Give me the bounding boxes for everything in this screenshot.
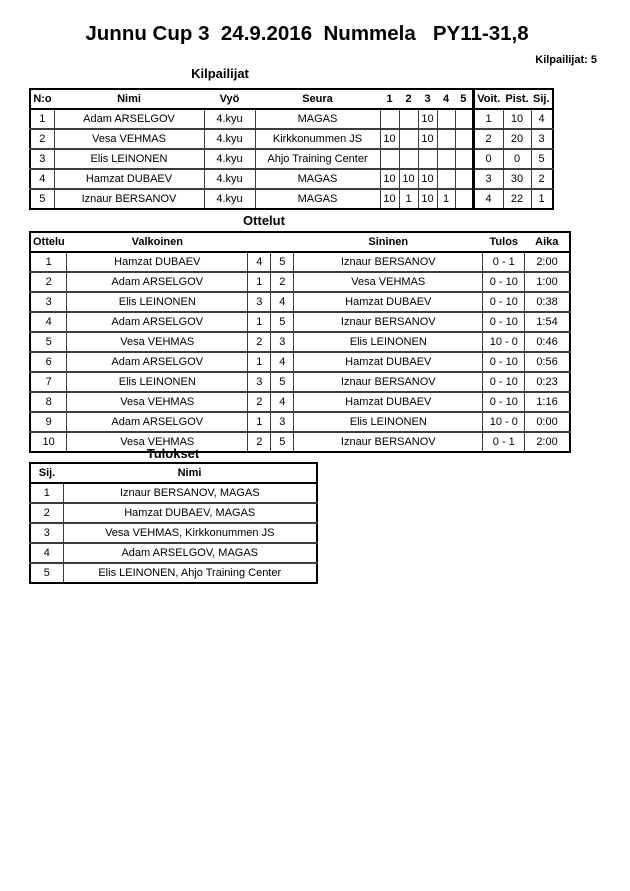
- matches-table: [29, 231, 571, 453]
- match-blue-name: Hamzat DUBAEV: [294, 392, 483, 412]
- competitor-row: [30, 109, 553, 129]
- match-time: 1:54: [525, 312, 570, 332]
- competitor-round-3-score: [418, 149, 437, 169]
- match-blue-number: 3: [271, 412, 294, 432]
- match-blue-name: Elis LEINONEN: [294, 412, 483, 432]
- match-white-number: 3: [248, 372, 271, 392]
- col-header-no: N:o: [30, 89, 54, 109]
- match-row: [30, 372, 570, 392]
- match-white-number: 1: [248, 272, 271, 292]
- match-white-name: Adam ARSELGOV: [67, 352, 248, 372]
- competitor-round-2-score: [399, 129, 418, 149]
- match-time: 1:16: [525, 392, 570, 412]
- col-header-points: Pist.: [503, 89, 531, 109]
- competitor-belt: 4.kyu: [204, 149, 255, 169]
- match-number: 2: [30, 272, 67, 292]
- match-result: 0 - 10: [483, 392, 525, 412]
- result-place: 2: [30, 503, 63, 523]
- col-header-time: Aika: [525, 232, 570, 252]
- competitor-place: 2: [531, 169, 553, 189]
- col-header-result: Tulos: [483, 232, 525, 252]
- competitor-place: 5: [531, 149, 553, 169]
- result-row: [30, 523, 317, 543]
- match-white-name: Vesa VEHMAS: [67, 332, 248, 352]
- competitor-number: 4: [30, 169, 54, 189]
- match-result: 0 - 10: [483, 272, 525, 292]
- match-white-number: 2: [248, 392, 271, 412]
- match-row: [30, 352, 570, 372]
- page-title: Junnu Cup 3 24.9.2016 Nummela PY11-31,8: [85, 22, 529, 45]
- results-table: [29, 462, 318, 584]
- competitor-place: 4: [531, 109, 553, 129]
- result-name: Iznaur BERSANOV, MAGAS: [63, 483, 317, 503]
- competitor-round-5-score: [455, 129, 473, 149]
- competitor-round-3-score: 10: [418, 109, 437, 129]
- competitor-number: 5: [30, 189, 54, 209]
- competitor-round-4-score: [437, 109, 455, 129]
- competitor-round-4-score: [437, 169, 455, 189]
- competitor-number: 1: [30, 109, 54, 129]
- match-blue-name: Iznaur BERSANOV: [294, 372, 483, 392]
- match-blue-name: Hamzat DUBAEV: [294, 292, 483, 312]
- match-time: 0:00: [525, 412, 570, 432]
- match-white-number: 1: [248, 312, 271, 332]
- match-blue-number: 4: [271, 352, 294, 372]
- match-row: [30, 252, 570, 272]
- match-time: 0:38: [525, 292, 570, 312]
- match-blue-number: 4: [271, 292, 294, 312]
- competitor-points: 30: [503, 169, 531, 189]
- competitor-round-3-score: 10: [418, 189, 437, 209]
- match-white-name: Adam ARSELGOV: [67, 272, 248, 292]
- match-blue-name: Hamzat DUBAEV: [294, 352, 483, 372]
- competitor-round-3-score: 10: [418, 169, 437, 189]
- match-white-name: Vesa VEHMAS: [67, 392, 248, 412]
- match-white-number: 2: [248, 432, 271, 452]
- col-header-round-1: 1: [380, 89, 399, 109]
- result-name: Hamzat DUBAEV, MAGAS: [63, 503, 317, 523]
- result-place: 1: [30, 483, 63, 503]
- competitor-place: 3: [531, 129, 553, 149]
- results-section-heading: Tulokset: [146, 446, 200, 461]
- col-header-place: Sij.: [531, 89, 553, 109]
- match-number: 4: [30, 312, 67, 332]
- result-row: [30, 543, 317, 563]
- col-header-wins: Voit.: [473, 89, 503, 109]
- match-result: 0 - 1: [483, 252, 525, 272]
- competitor-round-1-score: 10: [380, 169, 399, 189]
- competitor-round-5-score: [455, 169, 473, 189]
- col-header-round-5: 5: [455, 89, 473, 109]
- result-place: 3: [30, 523, 63, 543]
- match-white-name: Vesa VEHMAS: [67, 432, 248, 452]
- col-header-blue-number: [271, 232, 294, 252]
- match-white-number: 3: [248, 292, 271, 312]
- competitor-club: MAGAS: [255, 189, 380, 209]
- match-time: 0:46: [525, 332, 570, 352]
- competitor-points: 0: [503, 149, 531, 169]
- competitor-number: 2: [30, 129, 54, 149]
- col-header-belt: Vyö: [204, 89, 255, 109]
- col-header-name: Nimi: [54, 89, 204, 109]
- match-row: [30, 272, 570, 292]
- competitor-points: 20: [503, 129, 531, 149]
- col-header-result-name: Nimi: [63, 463, 317, 483]
- match-white-number: 1: [248, 412, 271, 432]
- match-white-name: Adam ARSELGOV: [67, 312, 248, 332]
- competitor-round-1-score: 10: [380, 189, 399, 209]
- result-row: [30, 483, 317, 503]
- competitor-name: Iznaur BERSANOV: [54, 189, 204, 209]
- match-result: 10 - 0: [483, 412, 525, 432]
- competitors-section-heading: Kilpailijat: [191, 66, 249, 81]
- match-number: 7: [30, 372, 67, 392]
- competitor-name: Vesa VEHMAS: [54, 129, 204, 149]
- match-time: 2:00: [525, 432, 570, 452]
- match-blue-number: 5: [271, 432, 294, 452]
- match-blue-number: 5: [271, 252, 294, 272]
- match-result: 0 - 1: [483, 432, 525, 452]
- col-header-blue: Sininen: [294, 232, 483, 252]
- match-time: 2:00: [525, 252, 570, 272]
- competitor-round-2-score: 1: [399, 189, 418, 209]
- match-result: 0 - 10: [483, 312, 525, 332]
- competitor-belt: 4.kyu: [204, 129, 255, 149]
- competitor-round-5-score: [455, 189, 473, 209]
- col-header-round-3: 3: [418, 89, 437, 109]
- col-header-round-4: 4: [437, 89, 455, 109]
- competitors-count-label: Kilpailijat: 5: [535, 54, 597, 66]
- match-blue-name: Iznaur BERSANOV: [294, 252, 483, 272]
- result-row: [30, 503, 317, 523]
- matches-header-row: [30, 232, 570, 252]
- result-name: Vesa VEHMAS, Kirkkonummen JS: [63, 523, 317, 543]
- match-number: 5: [30, 332, 67, 352]
- match-white-name: Adam ARSELGOV: [67, 412, 248, 432]
- match-row: [30, 392, 570, 412]
- match-row: [30, 332, 570, 352]
- match-time: 0:56: [525, 352, 570, 372]
- col-header-round-2: 2: [399, 89, 418, 109]
- competitor-place: 1: [531, 189, 553, 209]
- competitor-round-1-score: [380, 149, 399, 169]
- match-number: 9: [30, 412, 67, 432]
- result-place: 5: [30, 563, 63, 583]
- match-white-number: 4: [248, 252, 271, 272]
- competitor-round-2-score: [399, 109, 418, 129]
- competitor-row: [30, 169, 553, 189]
- matches-section-heading: Ottelut: [243, 213, 285, 228]
- match-white-name: Elis LEINONEN: [67, 292, 248, 312]
- competitor-points: 22: [503, 189, 531, 209]
- match-white-name: Elis LEINONEN: [67, 372, 248, 392]
- match-number: 6: [30, 352, 67, 372]
- match-blue-name: Iznaur BERSANOV: [294, 312, 483, 332]
- match-blue-number: 5: [271, 372, 294, 392]
- competitor-club: MAGAS: [255, 109, 380, 129]
- match-blue-number: 4: [271, 392, 294, 412]
- competitor-name: Elis LEINONEN: [54, 149, 204, 169]
- competitor-club: MAGAS: [255, 169, 380, 189]
- col-header-club: Seura: [255, 89, 380, 109]
- competitor-wins: 0: [473, 149, 503, 169]
- match-number: 10: [30, 432, 67, 452]
- competitor-round-1-score: 10: [380, 129, 399, 149]
- match-blue-number: 2: [271, 272, 294, 292]
- competitor-belt: 4.kyu: [204, 109, 255, 129]
- match-time: 0:23: [525, 372, 570, 392]
- competitor-club: Kirkkonummen JS: [255, 129, 380, 149]
- col-header-result-place: Sij.: [30, 463, 63, 483]
- competitors-table: [29, 88, 554, 210]
- competitor-points: 10: [503, 109, 531, 129]
- match-result: 0 - 10: [483, 372, 525, 392]
- match-blue-number: 3: [271, 332, 294, 352]
- match-blue-name: Vesa VEHMAS: [294, 272, 483, 292]
- competitor-wins: 1: [473, 109, 503, 129]
- match-blue-name: Elis LEINONEN: [294, 332, 483, 352]
- col-header-match-no: Ottelu: [30, 232, 67, 252]
- match-time: 1:00: [525, 272, 570, 292]
- competitor-name: Adam ARSELGOV: [54, 109, 204, 129]
- competitor-row: [30, 149, 553, 169]
- competitor-round-5-score: [455, 149, 473, 169]
- col-header-white: Valkoinen: [67, 232, 248, 252]
- competitor-row: [30, 189, 553, 209]
- results-header-row: [30, 463, 317, 483]
- competitor-club: Ahjo Training Center: [255, 149, 380, 169]
- col-header-white-number: [248, 232, 271, 252]
- result-name: Elis LEINONEN, Ahjo Training Center: [63, 563, 317, 583]
- match-row: [30, 412, 570, 432]
- match-row: [30, 312, 570, 332]
- competitor-round-4-score: [437, 129, 455, 149]
- result-name: Adam ARSELGOV, MAGAS: [63, 543, 317, 563]
- match-row: [30, 292, 570, 312]
- match-white-number: 2: [248, 332, 271, 352]
- result-place: 4: [30, 543, 63, 563]
- competitor-name: Hamzat DUBAEV: [54, 169, 204, 189]
- competitor-round-2-score: 10: [399, 169, 418, 189]
- match-number: 3: [30, 292, 67, 312]
- match-white-number: 1: [248, 352, 271, 372]
- match-number: 8: [30, 392, 67, 412]
- competitor-round-5-score: [455, 109, 473, 129]
- match-blue-name: Iznaur BERSANOV: [294, 432, 483, 452]
- competitors-header-row: [30, 89, 553, 109]
- competitor-round-3-score: 10: [418, 129, 437, 149]
- competitor-round-4-score: [437, 149, 455, 169]
- competitor-round-1-score: [380, 109, 399, 129]
- competitor-wins: 3: [473, 169, 503, 189]
- match-white-name: Hamzat DUBAEV: [67, 252, 248, 272]
- result-row: [30, 563, 317, 583]
- match-result: 0 - 10: [483, 352, 525, 372]
- competitor-number: 3: [30, 149, 54, 169]
- match-result: 10 - 0: [483, 332, 525, 352]
- competitor-round-2-score: [399, 149, 418, 169]
- competitor-round-4-score: 1: [437, 189, 455, 209]
- competitor-wins: 4: [473, 189, 503, 209]
- competitor-wins: 2: [473, 129, 503, 149]
- competitor-belt: 4.kyu: [204, 189, 255, 209]
- competitor-row: [30, 129, 553, 149]
- match-blue-number: 5: [271, 312, 294, 332]
- match-result: 0 - 10: [483, 292, 525, 312]
- competitor-belt: 4.kyu: [204, 169, 255, 189]
- match-number: 1: [30, 252, 67, 272]
